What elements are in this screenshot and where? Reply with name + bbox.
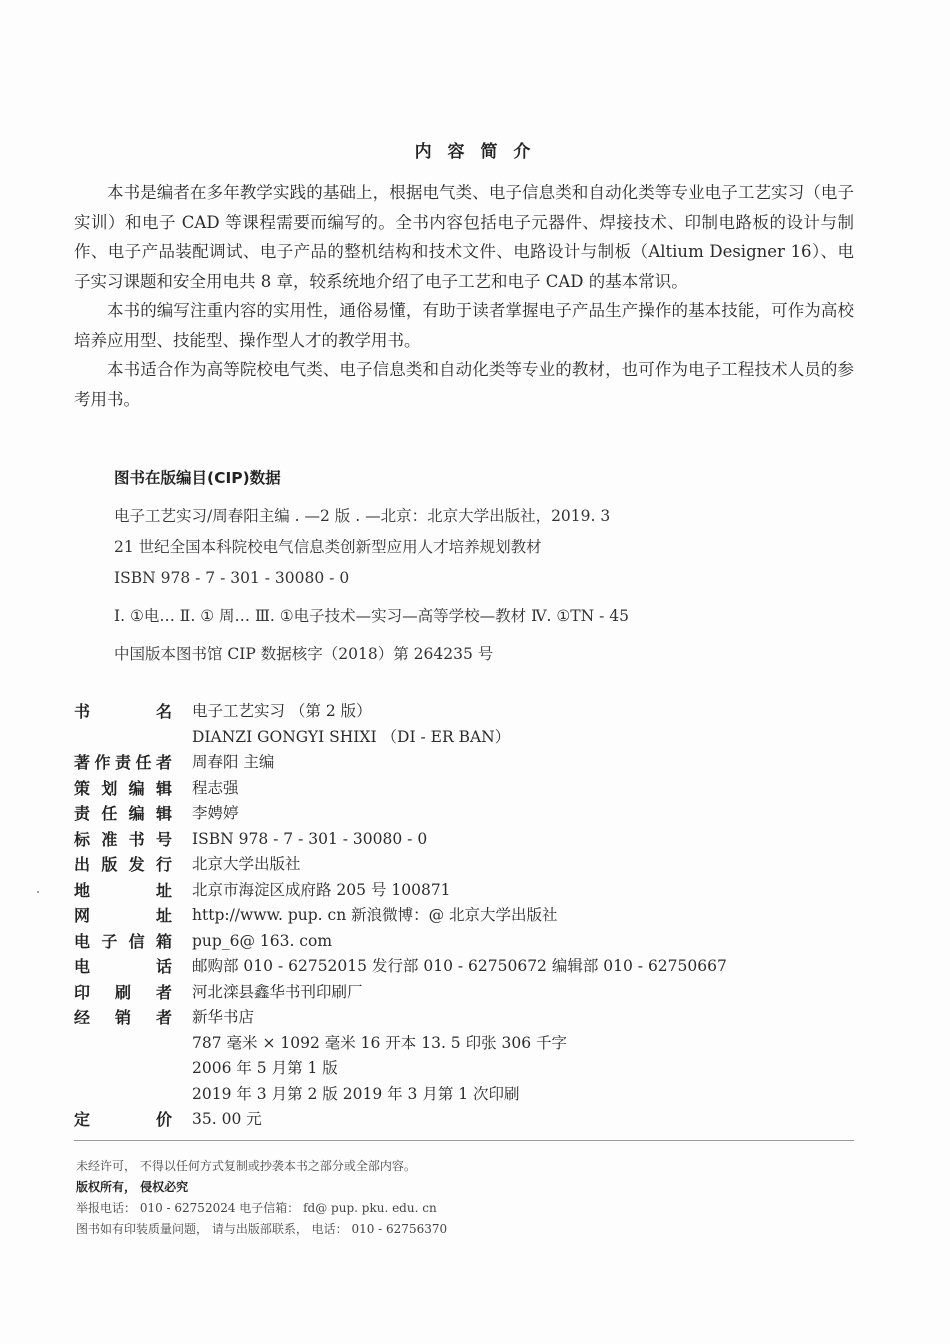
scan-speck bbox=[37, 891, 39, 893]
info-label-char: 辑 bbox=[155, 778, 172, 798]
info-label bbox=[74, 1107, 172, 1133]
info-label bbox=[74, 852, 172, 878]
cip-heading: 图书在版编目(CIP)数据 bbox=[114, 469, 281, 487]
info-label-char: 信 bbox=[128, 931, 145, 951]
info-label-char: 书 bbox=[128, 829, 145, 849]
info-value: 2019 年 3 月第 2 版 2019 年 3 月第 1 次印刷 bbox=[192, 1084, 520, 1103]
info-label bbox=[74, 776, 172, 802]
info-row-publisher bbox=[74, 852, 854, 878]
info-row-planning-editor bbox=[74, 776, 854, 802]
info-label-char: 划 bbox=[101, 778, 118, 798]
info-label-char: 行 bbox=[155, 855, 172, 874]
footer-line: 版权所有， 侵权必究 bbox=[76, 1180, 189, 1194]
footer-line: 未经许可， 不得以任何方式复制或抄袭本书之部分或全部内容。 bbox=[76, 1159, 416, 1173]
footer-divider bbox=[74, 1140, 854, 1141]
info-label-char: 销 bbox=[114, 1008, 131, 1027]
intro-paragraph: 本书适合作为高等院校电气类、电子信息类和自动化类等专业的教材，也可作为电子工程技术人员的参考用书。 bbox=[74, 360, 854, 409]
info-label-char: 书 bbox=[74, 702, 91, 721]
publication-info bbox=[74, 699, 854, 1133]
info-value: 程志强 bbox=[192, 778, 239, 797]
info-value: 河北滦县鑫华书刊印刷厂 bbox=[192, 982, 363, 1001]
info-label-char: 者 bbox=[155, 982, 172, 1002]
info-label-char: 网 bbox=[74, 906, 91, 925]
info-label-char: 辑 bbox=[155, 804, 172, 823]
info-label-char: 址 bbox=[155, 906, 172, 925]
info-label-char: 准 bbox=[101, 829, 118, 849]
cip-line: ISBN 978 - 7 - 301 - 30080 - 0 bbox=[114, 569, 350, 587]
info-label-char: 者 bbox=[155, 753, 172, 772]
info-label-char: 箱 bbox=[155, 931, 172, 951]
info-label-char: 电 bbox=[74, 957, 91, 976]
info-row-responsible-editor bbox=[74, 801, 854, 827]
info-value: DIANZI GONGYI SHIXI （DI - ER BAN） bbox=[192, 727, 511, 746]
info-row-phone bbox=[74, 954, 854, 980]
intro-paragraph: 本书的编写注重内容的实用性，通俗易懂，有助于读者掌握电子产品生产操作的基本技能，可作为高校培养应用型、技能型、操作型人才的教学用书。 bbox=[74, 301, 854, 350]
info-value: 李娉婷 bbox=[192, 804, 239, 822]
info-label-char: 刷 bbox=[114, 982, 131, 1002]
info-row-book-name-pinyin bbox=[74, 725, 854, 751]
info-row-first-edition bbox=[74, 1056, 854, 1082]
info-row-isbn bbox=[74, 827, 854, 853]
info-row-second-edition bbox=[74, 1082, 854, 1108]
info-label bbox=[74, 750, 172, 776]
info-label-char: 任 bbox=[101, 804, 118, 823]
info-label-char: 著 bbox=[74, 753, 91, 772]
info-row-address bbox=[74, 878, 854, 904]
info-label bbox=[74, 801, 172, 827]
info-label-char: 责 bbox=[114, 753, 131, 772]
info-row-specs bbox=[74, 1031, 854, 1057]
cip-block bbox=[114, 503, 874, 672]
page-title: 内 容 简 介 bbox=[414, 142, 536, 162]
info-label bbox=[74, 980, 172, 1006]
info-value: 35. 00 元 bbox=[192, 1110, 262, 1128]
info-label-char: 编 bbox=[128, 804, 145, 823]
info-label-char: 版 bbox=[101, 855, 118, 874]
info-label bbox=[74, 1005, 172, 1031]
info-row-website bbox=[74, 903, 854, 929]
intro-paragraph: 本书是编者在多年教学实践的基础上，根据电气类、电子信息类和自动化类等专业电子工艺实习（电子实训）和电子 CAD 等课程需要而编写的。全书内容包括电子元器件、焊接技术、印制电路板的设计与制作、电子产品装配调试、电子产品的整机结构和技术文件、电路设计与制板（Altium Designer 16）、电子实习课题和安全用电共 8 章，较系统地介绍了电子工艺和电子 CAD 的基本常识。 bbox=[74, 183, 854, 291]
info-row-book-name bbox=[74, 699, 854, 725]
info-label-char: 子 bbox=[101, 931, 118, 951]
info-label-char: 价 bbox=[155, 1110, 172, 1129]
info-label-char: 作 bbox=[94, 753, 111, 772]
info-label-char: 标 bbox=[74, 829, 91, 849]
info-label-char: 地 bbox=[74, 880, 91, 900]
info-label-char: 话 bbox=[155, 957, 172, 976]
cip-line: 21 世纪全国本科院校电气信息类创新型应用人才培养规划教材 bbox=[114, 538, 542, 556]
info-label bbox=[74, 699, 172, 725]
info-label-char: 址 bbox=[155, 880, 172, 900]
info-value: 周春阳 主编 bbox=[192, 753, 275, 771]
info-row-printer bbox=[74, 980, 854, 1006]
info-value: 2006 年 5 月第 1 版 bbox=[192, 1059, 338, 1077]
info-label-char: 号 bbox=[155, 829, 172, 849]
info-label-char: 任 bbox=[135, 753, 152, 772]
info-value: 新华书店 bbox=[192, 1008, 255, 1026]
info-value: 北京大学出版社 bbox=[192, 855, 301, 873]
info-value: ISBN 978 - 7 - 301 - 30080 - 0 bbox=[192, 829, 428, 848]
info-row-price bbox=[74, 1107, 854, 1133]
info-label-char: 责 bbox=[74, 804, 91, 823]
info-value: http://www. pup. cn 新浪微博：@ 北京大学出版社 bbox=[192, 906, 558, 924]
copyright-footer bbox=[76, 1156, 447, 1240]
cip-line: Ⅰ. ①电… Ⅱ. ① 周… Ⅲ. ①电子技术—实习—高等学校—教材 Ⅳ. ①TN - 45 bbox=[114, 607, 630, 625]
info-row-email bbox=[74, 929, 854, 955]
info-label-char: 印 bbox=[74, 982, 91, 1002]
info-label-char: 电 bbox=[74, 931, 91, 951]
intro-section bbox=[74, 178, 854, 414]
footer-line: 图书如有印装质量问题， 请与出版部联系， 电话： 010 - 62756370 bbox=[76, 1222, 448, 1236]
cip-line: 中国版本图书馆 CIP 数据核字（2018）第 264235 号 bbox=[114, 645, 494, 663]
info-row-distributor bbox=[74, 1005, 854, 1031]
info-label bbox=[74, 878, 172, 904]
info-label-char: 名 bbox=[155, 702, 172, 721]
info-label bbox=[74, 903, 172, 929]
info-label bbox=[74, 929, 172, 955]
info-value: 电子工艺实习 （第 2 版） bbox=[192, 702, 372, 720]
info-label-char: 者 bbox=[155, 1008, 172, 1027]
info-label-char: 发 bbox=[128, 855, 145, 874]
info-value: 北京市海淀区成府路 205 号 100871 bbox=[192, 880, 451, 899]
info-label-char: 出 bbox=[74, 855, 91, 874]
footer-line: 举报电话： 010 - 62752024 电子信箱： fd@ pup. pku. edu. cn bbox=[76, 1201, 437, 1215]
info-label-char: 编 bbox=[128, 778, 145, 798]
info-value: 邮购部 010 - 62752015 发行部 010 - 62750672 编辑部 010 - 62750667 bbox=[192, 957, 727, 975]
info-label-char: 策 bbox=[74, 778, 91, 798]
info-label-char: 定 bbox=[74, 1110, 91, 1129]
info-value: 787 毫米 × 1092 毫米 16 开本 13. 5 印张 306 千字 bbox=[192, 1033, 568, 1052]
info-label bbox=[74, 827, 172, 853]
cip-line: 电子工艺实习/周春阳主编 . —2 版 . —北京：北京大学出版社，2019. 3 bbox=[114, 507, 611, 525]
info-label bbox=[74, 954, 172, 980]
info-label-char: 经 bbox=[74, 1008, 91, 1027]
info-row-author bbox=[74, 750, 854, 776]
info-value: pup_6@ 163. com bbox=[192, 931, 333, 950]
